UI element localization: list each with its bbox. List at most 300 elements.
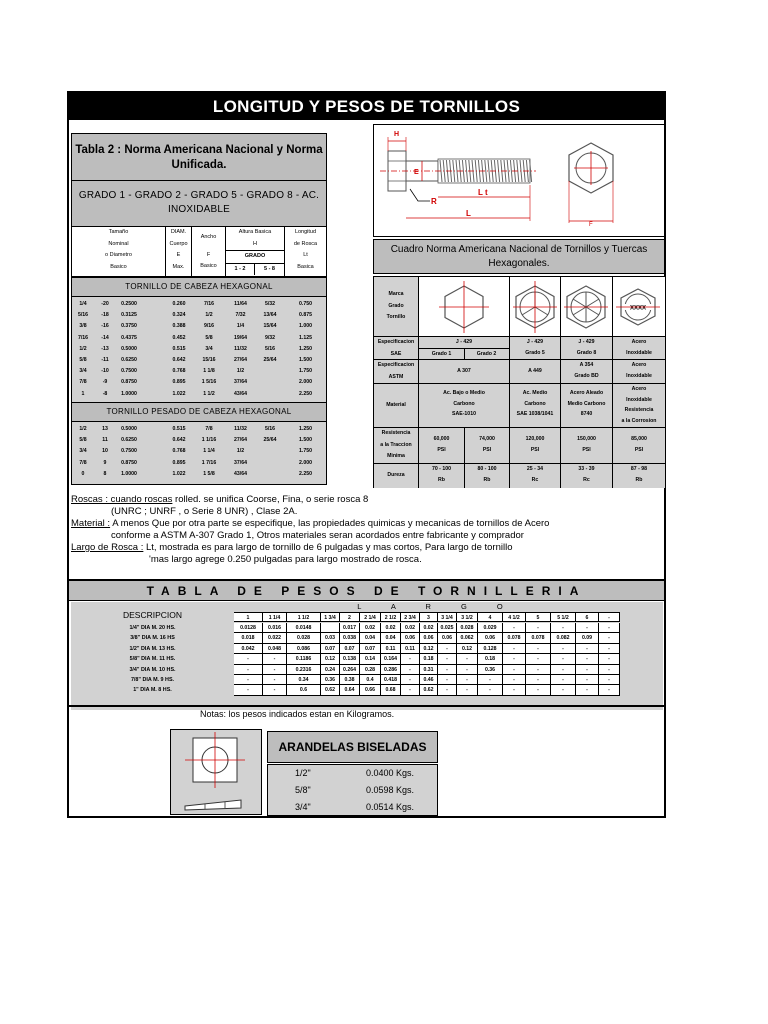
table-cell: 2.000 (299, 459, 312, 466)
table-row (71, 685, 663, 695)
table-cell: - (234, 654, 263, 664)
column-header-cell: 6 (576, 612, 599, 622)
table-cell: 5/16 (264, 426, 276, 432)
table-cell: 0.086 (287, 644, 321, 654)
row-label: 1/4" DIA M. 20 HS. (129, 625, 176, 631)
table-cell: 9/16 (203, 323, 215, 330)
dim-lt-label: L t (478, 188, 488, 197)
table-cell: - (457, 654, 478, 664)
grade-5-mark (510, 277, 561, 337)
table-cell: 0.452 (172, 334, 186, 341)
table-cell: - (457, 665, 478, 675)
header-longitud: Longitud de Rosca Lt Basica (293, 229, 318, 270)
table-cell (321, 623, 340, 633)
washer-row: 5/8" 0.0598 Kgs. (295, 785, 415, 795)
table-cell: -8 (102, 390, 108, 397)
table-cell: 1.500 (299, 437, 312, 444)
table-cell: 37/64 (234, 379, 247, 386)
grade-specs-table (373, 276, 665, 488)
table-cell: 0.02 (381, 623, 401, 633)
table-cell: 0.418 (381, 675, 401, 685)
table-cell: 0.4 (360, 675, 381, 685)
table-row (72, 424, 326, 435)
table-cell: 0.3750 (121, 323, 137, 330)
table-cell: 3/4 (79, 368, 87, 375)
table-cell: 9 (103, 459, 107, 466)
table-cell: - (438, 675, 457, 685)
weights-note: Notas: los pesos indicados estan en Kilogramos. (200, 709, 395, 719)
table-cell: 1.750 (299, 368, 312, 375)
table-row (72, 344, 326, 355)
table-cell: 0.138 (340, 654, 360, 664)
table-cell: 0.62 (420, 685, 438, 695)
table-cell: 0.64 (340, 685, 360, 695)
table-cell: - (438, 654, 457, 664)
table-row (72, 389, 326, 400)
table-cell: 1.0000 (121, 390, 137, 397)
table-cell: - (526, 665, 551, 675)
table-cell: 0.0148 (287, 623, 321, 633)
table-cell: 0.048 (263, 644, 287, 654)
table-cell: 0.078 (526, 633, 551, 643)
table-cell: 1.022 (172, 390, 186, 397)
table-cell: - (526, 685, 551, 695)
table-cell: 9/32 (264, 334, 276, 341)
column-header-cell: 2 1/2 (381, 612, 401, 622)
table-cell: - (263, 665, 287, 675)
table-row (71, 644, 663, 654)
header-ancho: Ancho F Basico (192, 227, 226, 276)
table-cell: - (599, 654, 620, 664)
column-header-cell: 5 (526, 612, 551, 622)
table-cell: 0.12 (321, 654, 340, 664)
table-cell: 1.125 (299, 334, 312, 341)
table-row (72, 321, 326, 332)
table-cell: 13/64 (263, 312, 277, 319)
section-heavy-hex-bolt: TORNILLO PESADO DE CABEZA HEXAGONAL (72, 402, 326, 422)
table-cell: 0.12 (457, 644, 478, 654)
table-cell: 0.025 (438, 623, 457, 633)
column-header-cell: 2 (340, 612, 360, 622)
table-cell: 11 (102, 437, 108, 444)
dim-l-label: L (466, 209, 471, 218)
table-cell: 0.04 (360, 633, 381, 643)
header-altura: Altura Basica H GRADO 1 - 2 5 - 8 (226, 227, 285, 276)
table-cell: 1.750 (299, 448, 312, 455)
table-cell: 1.250 (299, 345, 312, 352)
table-cell: - (576, 654, 599, 664)
page-title: LONGITUD Y PESOS DE TORNILLOS (69, 93, 664, 120)
sae-grade-1-2: J - 429 Grado 1 Grado 2 (419, 337, 510, 360)
table-cell: 1/2 (236, 448, 245, 455)
table-cell: 27/64 (234, 437, 247, 444)
header-tamano: Tamaño Nominal o Diametro Basico (72, 227, 166, 276)
note-largo-line2: 'mas largo agrege 0.250 pulgadas para largo mostrado de rosca. (149, 554, 422, 565)
table-cell: - (576, 665, 599, 675)
table-cell: 0.6250 (121, 356, 137, 363)
standards-title: Cuadro Norma Americana Nacional de Tornillos y Tuercas Hexagonales. (373, 239, 665, 274)
washer-row: 3/4" 0.0514 Kgs. (295, 802, 415, 812)
column-header-cell: 1 3/4 (321, 612, 340, 622)
weights-title: TABLA DE PESOS DE TORNILLERIA (69, 579, 664, 601)
sae-label: Especificacion SAE (374, 337, 419, 360)
table-cell: 0.028 (287, 633, 321, 643)
hex-bolt-rows (72, 299, 326, 400)
table-cell: 0.14 (360, 654, 381, 664)
table-cell: 0.7500 (121, 448, 137, 455)
table-cell: 0.24 (321, 665, 340, 675)
table-cell: 0.11 (381, 644, 401, 654)
table-cell: - (457, 675, 478, 685)
column-header-cell: 1 1/2 (287, 612, 321, 622)
resistencia-stainless: 85,000 PSI (613, 428, 665, 464)
table-row (71, 633, 663, 643)
column-headers (72, 227, 326, 277)
dim-h-label: H (394, 131, 400, 138)
table-cell: 1.022 (172, 470, 186, 477)
table-cell: - (234, 685, 263, 695)
material-alloy: Acero Aleado Medio Carbono 8740 (561, 384, 613, 428)
dim-r-label: R (431, 197, 437, 206)
table-cell: 7/8 (79, 379, 87, 386)
note-material-line2: conforme a ASTM A-307 Grado 1, Otros materiales seran acordados entre fabricante y comprador (111, 530, 524, 541)
heavy-hex-bolt-rows (72, 424, 326, 480)
table-cell: 0.18 (478, 654, 503, 664)
table-cell: 0.062 (457, 633, 478, 643)
table-row (72, 366, 326, 377)
row-label: 1" DIA M. 8 HS. (133, 687, 172, 694)
hex-grade8-icon (561, 277, 612, 336)
astm-stainless: Acero Inoxidable (613, 360, 665, 384)
table-row (72, 299, 326, 310)
table-row (72, 469, 326, 480)
table-row (72, 446, 326, 457)
table-row (72, 310, 326, 321)
table-cell: 5/8 (79, 437, 87, 444)
section-hex-bolt: TORNILLO DE CABEZA HEXAGONAL (72, 277, 326, 297)
dureza-grade-8: 33 - 39 Rc (561, 464, 613, 488)
note-largo: Largo de Rosca : Lt, mostrada es para largo de tornillo de 6 pulgadas y mas cortos, Para largo de tornillo (71, 542, 513, 553)
resistencia-label: Resistencia a la Traccion Minima (374, 428, 419, 464)
table-cell: 0.895 (172, 459, 186, 466)
table-cell: - (526, 644, 551, 654)
table-cell: 0.0128 (234, 623, 263, 633)
marca-label: Marca Grado Tornillo (374, 277, 419, 337)
note-roscas: Roscas : cuando roscas rolled. se unifica Coorse, Fina, o serie rosca 8 (71, 494, 369, 505)
column-header-cell: 3 (420, 612, 438, 622)
table-cell: - (457, 685, 478, 695)
table-cell: 5/16 (77, 312, 89, 319)
table-cell: 0.082 (551, 633, 576, 643)
table-cell: 0.28 (360, 665, 381, 675)
column-header-cell: 1 (234, 612, 263, 622)
table-cell: 0.5000 (121, 426, 137, 432)
table-cell: - (526, 675, 551, 685)
note-material: Material : A menos Que por otra parte se especifique, las propiedades quimicas y mecanicas de tornillos de Acero (71, 518, 550, 529)
table-cell: 0.62 (321, 685, 340, 695)
table-cell: - (401, 675, 420, 685)
table-cell: - (526, 623, 551, 633)
table-cell: 0.2500 (121, 301, 137, 307)
table-cell: 8 (103, 470, 107, 477)
material-stainless: Acero Inoxidable Resistencia a la Corrosion (613, 384, 665, 428)
grade-1-2-mark (419, 277, 510, 337)
row-label: 7/8" DIA M. 9 HS. (130, 677, 175, 683)
table-cell: 0.12 (420, 644, 438, 654)
resistencia-grade-5: 120,000 PSI (510, 428, 561, 464)
table-cell: 0.02 (401, 623, 420, 633)
table-cell: 3/4 (205, 345, 213, 352)
dim-f-label: F (589, 222, 593, 228)
table-cell: 19/64 (234, 334, 247, 341)
table-cell: 0.7500 (121, 368, 137, 375)
table-cell: - (401, 654, 420, 664)
table-cell: -16 (101, 323, 109, 330)
table-cell: 0.07 (360, 644, 381, 654)
table-cell: - (263, 685, 287, 695)
table-cell: 0.388 (172, 323, 186, 330)
table-cell: 0.642 (172, 356, 186, 363)
table-cell: 11/32 (234, 426, 247, 432)
astm-label: Especificacion ASTM (374, 360, 419, 384)
table-cell: - (401, 685, 420, 695)
row-label: 3/8" DIA M. 16 HS (130, 635, 175, 642)
washer-drawing (170, 729, 262, 815)
table-cell: - (503, 654, 526, 664)
table-row (72, 355, 326, 366)
table-cell: 25/64 (263, 437, 277, 444)
table-row (72, 435, 326, 446)
table-cell: 11/32 (234, 345, 247, 352)
table-cell: 10 (102, 448, 108, 455)
table-cell: 1/2 (236, 368, 245, 375)
table-cell: 5/16 (264, 345, 276, 352)
table-cell: - (551, 665, 576, 675)
table-cell: 0.09 (576, 633, 599, 643)
table-cell: - (503, 685, 526, 695)
table-title: Tabla 2 : Norma Americana Nacional y Norma Unificada. (72, 134, 326, 181)
table-cell: 0.750 (299, 301, 312, 307)
table-cell: - (551, 623, 576, 633)
table-row (71, 623, 663, 633)
hex-stainless-icon (613, 277, 664, 336)
table-cell: 0.875 (299, 312, 312, 319)
table-cell: 0.164 (381, 654, 401, 664)
table-cell: - (478, 685, 503, 695)
table-cell: - (478, 675, 503, 685)
table-cell: 0.06 (401, 633, 420, 643)
table-cell: 0.04 (381, 633, 401, 643)
table-cell: 0.642 (172, 437, 186, 444)
resistencia-grade-1: 60,000 PSI (419, 428, 465, 464)
table-cell: 0.07 (340, 644, 360, 654)
weights-column-header (71, 612, 663, 622)
grade-8-mark (561, 277, 613, 337)
table-cell: 1 1/2 (203, 390, 215, 397)
column-header-cell: 5 1/2 (551, 612, 576, 622)
table-cell: 1.250 (299, 426, 312, 432)
table-cell: 0.02 (360, 623, 381, 633)
table-cell: 0.260 (172, 301, 186, 307)
column-header-cell: 2 1/4 (360, 612, 381, 622)
table-cell: 0.022 (263, 633, 287, 643)
stainless-mark (613, 277, 665, 337)
table-cell: 3/8 (79, 323, 87, 330)
table-cell: - (234, 665, 263, 675)
table-cell: - (551, 644, 576, 654)
table-cell: 0.06 (438, 633, 457, 643)
table-cell: 0.36 (478, 665, 503, 675)
table-cell: 1 1/8 (203, 368, 215, 375)
table-cell: -11 (101, 356, 109, 363)
svg-text:XXXX: XXXX (629, 305, 647, 312)
table-row (72, 333, 326, 344)
table-cell: 3/4 (79, 448, 87, 455)
table-cell: - (438, 665, 457, 675)
dureza-label: Dureza (374, 464, 419, 488)
row-label: 5/8" DIA M. 11 HS. (129, 656, 176, 663)
table-cell: - (551, 685, 576, 695)
dureza-grade-5: 25 - 34 Rc (510, 464, 561, 488)
table-cell: 15/64 (263, 323, 277, 330)
table-cell: 1 5/8 (203, 470, 215, 477)
dureza-grade-1: 70 - 100 Rb (419, 464, 465, 488)
weights-table (71, 602, 663, 710)
table-cell: 2.000 (299, 379, 312, 386)
table-cell: 25/64 (263, 356, 277, 363)
table-cell: 0.36 (321, 675, 340, 685)
table-cell: 0.3125 (121, 312, 137, 319)
table-cell: - (551, 675, 576, 685)
table-cell: 1/2 (79, 345, 87, 352)
sae-grade-8: J - 429 Grado 8 (561, 337, 613, 360)
table-cell: 7/16 (77, 334, 89, 341)
notes-block (71, 494, 661, 566)
table-cell: 0.07 (321, 644, 340, 654)
table-cell: 1 1/16 (201, 437, 217, 444)
table-cell: 37/64 (234, 459, 247, 466)
table-cell: - (503, 623, 526, 633)
row-label: 1/2" DIA M. 13 HS. (129, 645, 176, 652)
table-cell: -10 (101, 368, 109, 375)
washers-title: ARANDELAS BISELADAS (267, 731, 438, 763)
table-cell: 0.8750 (121, 459, 137, 466)
table-cell: - (551, 654, 576, 664)
material-label: Material (374, 384, 419, 428)
document-sheet (67, 91, 666, 818)
table-cell: - (599, 665, 620, 675)
table-cell: 0.078 (503, 633, 526, 643)
table-cell: 0.06 (478, 633, 503, 643)
table-cell: 15/16 (202, 356, 216, 363)
table-cell: - (438, 685, 457, 695)
table-cell: 0.128 (478, 644, 503, 654)
table-cell: - (503, 675, 526, 685)
table-cell: 1.000 (299, 323, 312, 330)
table-cell: 1.0000 (121, 470, 137, 477)
table-cell: 1 7/16 (201, 459, 217, 466)
table-cell: -9 (102, 379, 108, 386)
table-cell: 0.029 (478, 623, 503, 633)
table-cell: 0.768 (172, 368, 186, 375)
table-row (71, 654, 663, 664)
table-cell: 5/8 (205, 334, 213, 341)
table-cell: 0.03 (321, 633, 340, 643)
table-cell: 0.768 (172, 448, 186, 455)
table-cell: 43/64 (234, 470, 247, 477)
table-cell: 7/8 (205, 426, 213, 432)
table-cell: 0 (81, 470, 85, 477)
table-cell: 0.515 (172, 345, 186, 352)
astm-a354: A 354 Grado BD (561, 360, 613, 384)
table-row (72, 458, 326, 469)
column-header-cell: - (599, 612, 620, 622)
table-cell: 0.11 (401, 644, 420, 654)
column-header-cell: 3 1/2 (457, 612, 478, 622)
table-cell: 1/4 (236, 323, 245, 330)
table-cell: - (599, 644, 620, 654)
table-cell: 1/2 (205, 312, 213, 319)
table-cell: - (401, 665, 420, 675)
table-cell: 0.017 (340, 623, 360, 633)
material-low-carbon: Ac. Bajo o Medio Carbono SAE-1010 (419, 384, 510, 428)
resistencia-grade-8: 150,000 PSI (561, 428, 613, 464)
bolt-drawing (373, 124, 665, 237)
table-cell: - (576, 644, 599, 654)
table-cell: - (576, 685, 599, 695)
table-cell: - (599, 633, 620, 643)
table-cell: 0.1186 (287, 654, 321, 664)
table-cell: 0.38 (340, 675, 360, 685)
table-cell: - (263, 654, 287, 664)
bolt-diagram-icon (374, 125, 664, 236)
dureza-grade-2: 80 - 100 Rb (465, 464, 510, 488)
table-cell: - (503, 665, 526, 675)
table-cell: 1 (81, 390, 85, 397)
table-cell: 0.016 (263, 623, 287, 633)
table-cell: 0.324 (172, 312, 186, 319)
table-cell: -14 (101, 334, 109, 341)
resistencia-grade-2: 74,000 PSI (465, 428, 510, 464)
table-cell: 0.31 (420, 665, 438, 675)
table-cell: 1.500 (299, 356, 312, 363)
washer-row: 1/2" 0.0400 Kgs. (295, 768, 415, 778)
table-cell: 1 1/4 (203, 448, 215, 455)
table-cell: - (234, 675, 263, 685)
table-cell: 2.250 (299, 470, 312, 477)
table-cell: 0.018 (234, 633, 263, 643)
table-row (72, 377, 326, 388)
astm-a449: A 449 (510, 360, 561, 384)
dureza-stainless: 87 - 98 Rb (613, 464, 665, 488)
astm-a307: A 307 (419, 360, 510, 384)
table-cell: 0.34 (287, 675, 321, 685)
header-diam: DIAM. Cuerpo E Max. (166, 227, 192, 276)
table-cell: - (263, 675, 287, 685)
table-cell: 5/32 (264, 301, 276, 307)
note-roscas-line2: (UNRC ; UNRF , o Serie 8 UNR) , Clase 2A. (111, 506, 298, 517)
table-cell: 0.66 (360, 685, 381, 695)
column-header-cell: 2 3/4 (401, 612, 420, 622)
material-medium-carbon: Ac. Medio Carbono SAE 1038/1041 (510, 384, 561, 428)
column-header-cell: 3 1/4 (438, 612, 457, 622)
bolt-dimensions-table (71, 133, 327, 485)
table-cell: - (599, 685, 620, 695)
table-cell: 0.2316 (287, 665, 321, 675)
table-cell: - (576, 623, 599, 633)
table-cell: 0.18 (420, 654, 438, 664)
column-header-cell: 1 1/4 (263, 612, 287, 622)
